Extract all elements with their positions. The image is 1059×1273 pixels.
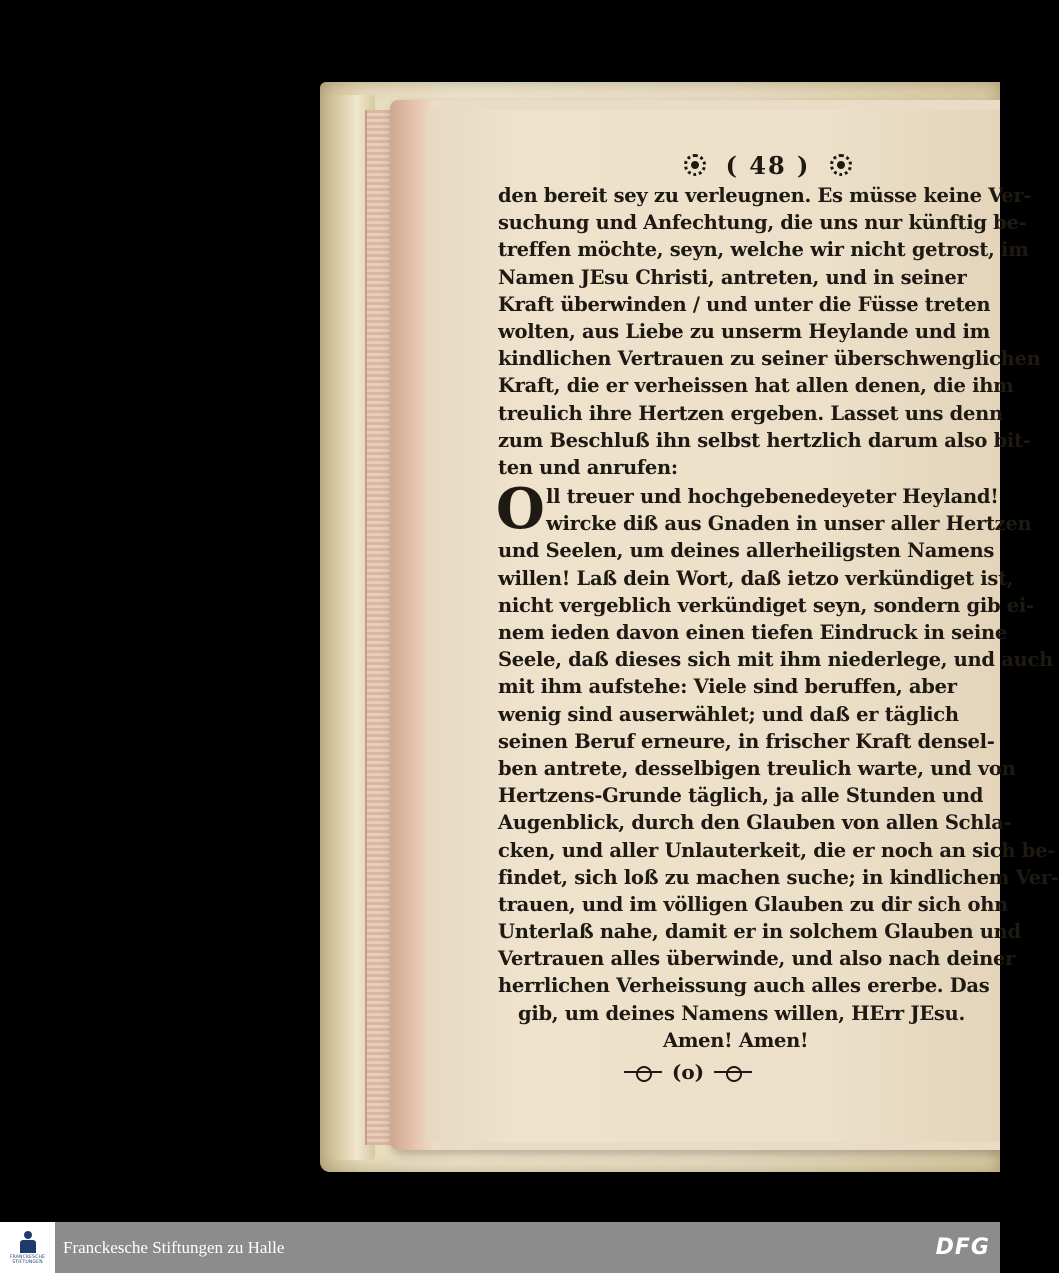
dfg-logo[interactable]: DFG	[935, 1235, 990, 1260]
text-line: Augenblick, durch den Glauben von allen Schla-	[498, 811, 1012, 835]
text-line: gib, um deines Namens willen, HErr JEsu.	[518, 1001, 965, 1025]
text-line: treffen möchte, seyn, welche wir nicht getrost, im	[498, 238, 1029, 262]
drop-cap-initial: O	[496, 476, 545, 543]
text-line: Hertzens-Grunde täglich, ja alle Stunden und	[498, 784, 984, 808]
rosette-ornament-icon	[682, 152, 708, 178]
text-line: den bereit sey zu verleugnen. Es müsse keine Ver-	[498, 184, 1032, 207]
franckesche-logo[interactable]	[0, 1222, 55, 1273]
text-line: ll treuer und hochgebenedeyeter Heyland!	[546, 485, 999, 509]
text-line: willen! Laß dein Wort, daß ietzo verkündiget ist,	[498, 566, 1014, 590]
text-line: kindlichen Vertrauen zu seiner überschwenglichen	[498, 347, 1041, 371]
text-line: wircke diß aus Gnaden in unser aller Hertzen	[546, 512, 1032, 536]
text-line: Kraft, die er verheissen hat allen denen, die ihm	[498, 374, 1014, 398]
text-line: und Seelen, um deines allerheiligsten Namens	[498, 539, 995, 563]
text-line: suchung und Anfechtung, die uns nur künftig be-	[498, 211, 1027, 235]
page-text	[496, 148, 1059, 1084]
footer-title: Franckesche Stiftungen zu Halle	[63, 1237, 285, 1257]
text-line: wenig sind auserwählet; und daß er täglich	[498, 702, 959, 726]
text-line: herrlichen Verheissung auch alles ererbe. Das	[498, 974, 990, 998]
end-ornament	[398, 1060, 978, 1084]
text-line: Unterlaß nahe, damit er in solchem Glauben und	[498, 920, 1021, 944]
text-line: findet, sich loß zu machen suche; in kindlichem Ver-	[498, 865, 1059, 889]
prayer-paragraph	[496, 476, 1059, 1054]
logo-caption: FRANCKESCHE STIFTUNGEN	[9, 1254, 46, 1265]
institution-logo-icon	[19, 1231, 37, 1253]
page-header	[558, 148, 978, 182]
text-line: treulich ihre Hertzen ergeben. Lasset uns denn	[498, 401, 1003, 425]
text-line: zum Beschluß ihn selbst hertzlich darum also bit-	[498, 428, 1031, 452]
rosette-ornament-icon	[828, 152, 854, 178]
viewer-footer	[0, 1222, 1000, 1273]
text-line: seinen Beruf erneure, in frischer Kraft densel-	[498, 729, 995, 753]
text-line: mit ihm aufstehe: Viele sind beruffen, aber	[498, 675, 957, 699]
end-mark: (o)	[671, 1060, 705, 1084]
text-line: Seele, daß dieses sich mit ihm niederlege, und auch	[498, 648, 1053, 672]
amen-line: Amen! Amen!	[663, 1028, 809, 1052]
vine-ornament-icon	[624, 1066, 662, 1078]
text-line: cken, und aller Unlauterkeit, die er noch an sich be-	[498, 838, 1056, 862]
text-line: nem ieden davon einen tiefen Eindruck in seine	[498, 621, 1008, 644]
text-line: ben antrete, desselbigen treulich warte, und von	[498, 756, 1016, 780]
text-line: nicht vergeblich verkündiget seyn, sondern gib ei-	[498, 593, 1034, 617]
text-line: Kraft überwinden / und unter die Füsse treten	[498, 292, 991, 316]
text-line: Namen JEsu Christi, antreten, und in seiner	[498, 265, 967, 289]
vine-ornament-icon	[714, 1066, 752, 1078]
text-line: wolten, aus Liebe zu unserm Heylande und im	[498, 319, 990, 343]
text-line: trauen, und im völligen Glauben zu dir sich ohn	[498, 892, 1008, 916]
text-line: ten und anrufen:	[498, 455, 678, 479]
body-paragraph	[498, 182, 1041, 481]
text-line: Vertrauen alles überwinde, und also nach deiner	[498, 947, 1016, 971]
page-number: ( 48 )	[725, 150, 811, 180]
